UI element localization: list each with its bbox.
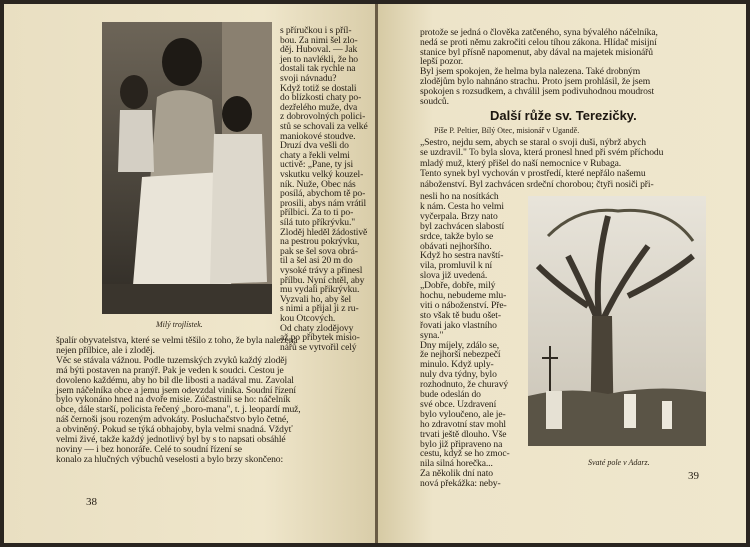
text-line: byl zachvácen slabostí — [420, 220, 505, 232]
text-line: bylo již připraveno na — [420, 438, 503, 450]
text-line: vila, promluvil k ní — [420, 260, 493, 272]
text-line: Druzí dva vešli do — [280, 140, 349, 152]
text-line: do blízkosti chaty po- — [280, 92, 362, 104]
text-line: srdce, takže bylo se — [420, 230, 494, 242]
text-line: ník. Nuže, Obec nás — [280, 178, 356, 190]
text-line: prosili, abys nám vrátil — [280, 197, 367, 209]
text-line: mu vydali přikrývku. — [280, 284, 360, 296]
text-line: sto však tě budu ošet- — [420, 309, 501, 321]
article-byline: Píše P. Peltier, Bílý Otec, misionář v Ugandě. — [434, 126, 580, 135]
text-line: Věc se stávala vážnou. Podle tuzemských zvyků každý zloděj — [56, 354, 288, 366]
text-line: Byl jsem spokojen, že helma byla nalezena. Také drobným — [420, 66, 641, 78]
tree-photo — [528, 196, 706, 446]
text-line: děj. Huboval. — Jak — [280, 44, 358, 56]
text-line: přílbu. Nyní chtěl, aby — [280, 274, 365, 286]
text-line: mladý muž, který přišel do naší nemocnice v Rubaga. — [420, 157, 622, 169]
text-line: na pestrou pokrývku, — [280, 236, 360, 248]
photo-caption: Svaté pole v Adarz. — [588, 458, 650, 467]
text-line: trvati ještě dlouho. Vše — [420, 428, 507, 440]
text-line: kou Otcových. — [280, 313, 336, 324]
text-line: zlodějům bylo nahnáno strachu. Proto jsem prohlásil, že jsem — [420, 76, 651, 87]
text-line: Za několik dní nato — [420, 468, 493, 480]
text-line: nesli ho na nosítkách — [420, 191, 499, 202]
photo-caption: Milý trojlístek. — [156, 320, 203, 329]
text-line: rozhodnuto, že churavý — [420, 379, 509, 391]
text-line: slova již uvedená. — [420, 270, 488, 282]
text-line: jen to navlékli, že ho — [280, 53, 358, 65]
text-line: cestu, když se ho zmoc- — [420, 448, 510, 460]
text-line: nejen přílbice, ale i zloděj. — [56, 344, 155, 356]
text-line: bylo vykonáno hned na dvoře misie. Zúčastnili se ho: náčelník — [56, 394, 291, 406]
text-line: ho zdravotní stav mohl — [420, 418, 506, 430]
text-line: Zloděj hleděl žádostivě — [280, 226, 368, 238]
text-line: vyčerpala. Brzy nato — [420, 210, 498, 222]
text-line: til a šel asi 20 m do — [280, 255, 353, 267]
children-photo-image — [102, 22, 272, 314]
text-line: až po příbytek misio- — [280, 332, 360, 344]
page-number-left: 38 — [86, 496, 97, 508]
text-line: se uzdravil." To byla slova, která pronesl hned při svém příchodu — [420, 147, 664, 159]
text-line: řovati jako vlastního — [420, 319, 497, 331]
text-line: stů se schovali za velké — [280, 121, 368, 132]
text-line: Od chaty zlodějovy — [280, 322, 354, 334]
text-line: lepší pozor. — [420, 56, 464, 68]
text-line: protože se jedná o člověka zatčeného, syna bývalého náčelníka, — [420, 27, 658, 38]
children-photo — [102, 22, 272, 314]
text-line: velmi živé, takže každý jednotlivý byl by s to napsati obsáhlé — [56, 434, 286, 445]
text-line: vysoké trávy a přinesl — [280, 265, 363, 276]
page-number-right: 39 — [688, 470, 699, 482]
text-line: pak se šel sova obrá- — [280, 245, 358, 257]
text-line: přílbici. Za to ti po- — [280, 207, 354, 219]
text-line: nedá se proti němu zakročiti celou tíhou zákona. Hlídač misijní — [420, 36, 657, 48]
text-line: noviny — i bez honoráře. Celé to soudní řízení se — [56, 443, 242, 455]
text-line: Když ho sestra navští- — [420, 250, 504, 262]
tree-photo-image — [528, 196, 706, 446]
text-line: „Dobře, dobře, milý — [420, 280, 496, 292]
text-line: obávati nejhoršího. — [420, 240, 492, 252]
text-line: spokojen s rozsudkem, a chválil jsem podivuhodnou moudrost — [420, 85, 655, 97]
text-line: a obviněný. Pokud se týká obhajoby, byla velmi snadná. Vždyť — [56, 424, 293, 436]
text-line: Tento synek byl vychován v prostředí, které nepřálo našemu — [420, 168, 646, 180]
text-line: s příručkou i s příl- — [280, 25, 352, 36]
text-line: minulo. Když uply- — [420, 359, 494, 371]
text-line: bude odeslán do — [420, 389, 481, 400]
text-line: dovoleno každému, aby ho bil dle libosti a nadával mu. Zavolal — [56, 374, 294, 386]
text-line: chaty a řekli velmi — [280, 149, 350, 161]
text-line: sílá tuto příkrývku." — [280, 217, 356, 228]
text-line: soudců. — [420, 95, 449, 107]
text-line: dostali tak rychle na — [280, 63, 356, 75]
open-book — [4, 4, 746, 543]
text-line: nářů se vytvořil celý — [280, 341, 357, 353]
text-line: nila silná horečka... — [420, 458, 493, 470]
text-line: bou. Za nimi šel zlo- — [280, 34, 358, 46]
text-line: jsem náčelníka obce a jemu jsem odevzdal viníka. Soudní řízení — [56, 384, 296, 396]
text-line: má býti postaven na pranýř. Pak je veden k soudci. Cestou je — [56, 364, 284, 376]
text-line: Když totiž se dostali — [280, 82, 357, 94]
right-page — [378, 4, 746, 543]
text-line: syna." — [420, 329, 444, 341]
text-line: vskutku velký kouzel- — [280, 169, 364, 180]
text-line: Vyzvali ho, aby šel — [280, 293, 352, 305]
text-line: špalír obyvatelstva, které se velmi těšilo z toho, že byla nalezena — [56, 335, 298, 346]
text-line: nová překážka: neby- — [420, 478, 501, 490]
text-line: že nejhorší nebezpečí — [420, 349, 501, 361]
text-line: viti o náboženství. Pře- — [420, 299, 507, 311]
text-line: konalo za hlučných výbuchů veselosti a bylo brzy skončeno: — [56, 453, 284, 465]
text-line: náš černoši jsou rozeným advokáty. Posluchačstvo bylo četné, — [56, 414, 289, 426]
article-heading: Další růže sv. Terezičky. — [490, 108, 637, 123]
text-line: náboženství. Byl zachvácen srdeční chorobou; čtyři nosiči při- — [420, 178, 654, 190]
text-line: obce, dále starší, policista řečený „boro-mana", t. j. leopardí muž, — [56, 404, 301, 416]
left-page — [4, 4, 375, 543]
text-line: z dobrovolných polici- — [280, 111, 366, 123]
text-line: svoji návnadu? — [280, 73, 337, 84]
text-line: posílá, abychom tě po- — [280, 188, 366, 200]
text-line: „Sestro, nejdu sem, abych se staral o svoji duši, nýbrž abych — [420, 137, 646, 148]
text-line: bylo vyloučeno, ale je- — [420, 408, 506, 420]
text-line: k nám. Cesta ho velmi — [420, 200, 504, 212]
text-line: maniokové stoudve. — [280, 130, 356, 142]
text-line: stanice byl přísně napomenut, aby dával na majetek misionářů — [420, 46, 653, 58]
text-line: Dny míjely, zdálo se, — [420, 339, 500, 351]
text-line: nuly dva týdny, bylo — [420, 369, 497, 381]
text-line: s nimi a přijal ji z ru- — [280, 303, 359, 315]
text-line: dezřelého muže, dva — [280, 101, 358, 113]
text-line: hochu, nebudeme mlu- — [420, 290, 507, 301]
text-line: své obce. Uzdravení — [420, 398, 497, 410]
text-line: uctivě: „Pane, ty jsi — [280, 159, 354, 171]
